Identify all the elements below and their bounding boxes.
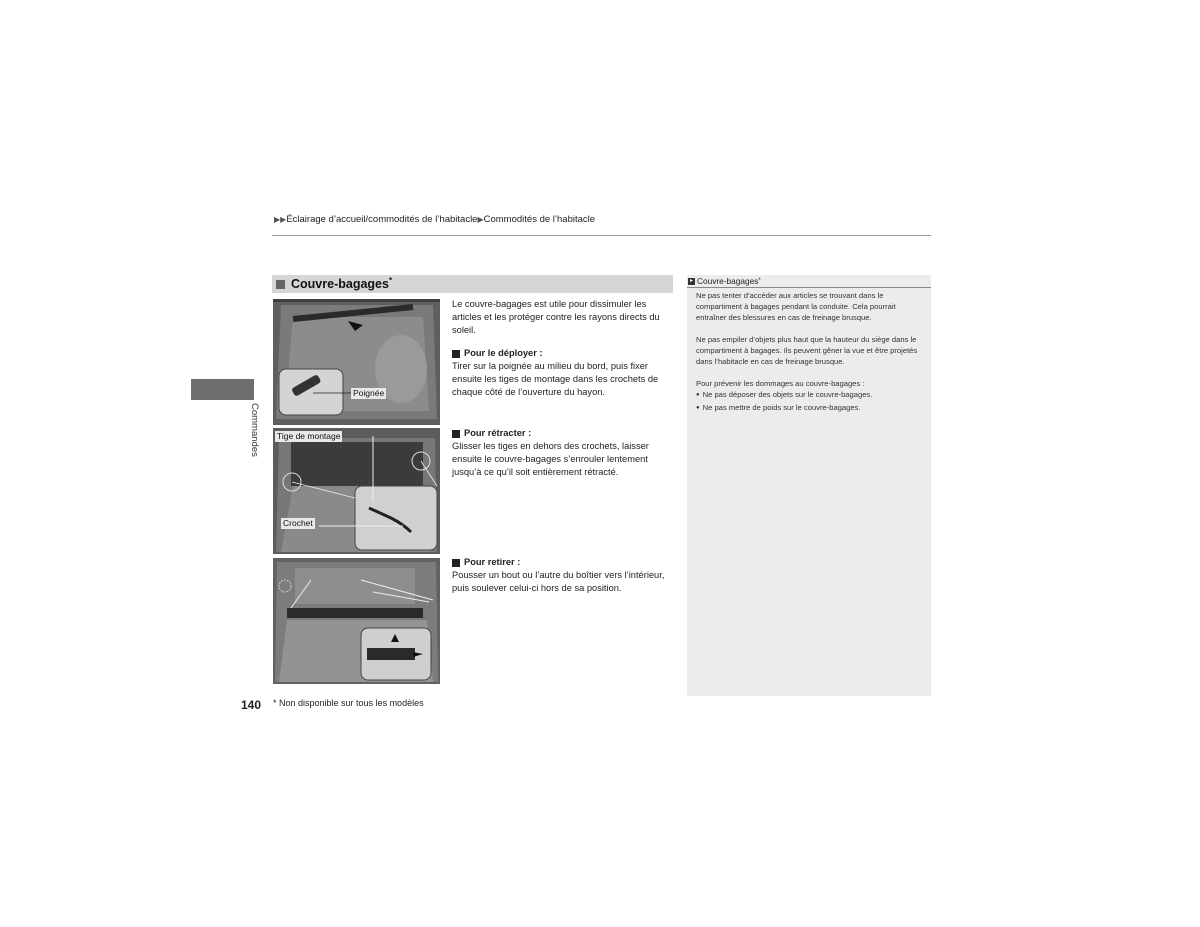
- section-square-icon: [276, 280, 285, 289]
- section-title-text: Couvre-bagages: [291, 277, 389, 292]
- figure-deploy-illustration: [273, 299, 440, 425]
- retract-text: Glisser les tiges en dehors des crochets, laisser ensuite le couvre-bagages s’enrouler lentement jusqu’à ce qu’il soit entièrement rétracté.: [452, 441, 649, 477]
- deploy-title: Pour le déployer :: [464, 348, 543, 358]
- bullet-square-icon: [452, 350, 460, 358]
- deploy-text: Tirer sur la poignée au milieu du bord, puis fixer ensuite les tiges de montage dans les crochets de chaque côté de l’ouverture du hayon.: [452, 361, 659, 397]
- section-title: [291, 276, 392, 291]
- intro-text: Le couvre-bagages est utile pour dissimuler les articles et les protéger contre les rayons directs du soleil.: [452, 299, 660, 335]
- label-mounting-rod: Tige de montage: [277, 431, 341, 441]
- list-item: ● Ne pas mettre de poids sur le couvre-bagages.: [696, 402, 926, 415]
- notes-paragraph-3: [696, 378, 926, 415]
- chapter-tab[interactable]: [191, 379, 254, 400]
- figure-deploy: [273, 299, 440, 425]
- notes-paragraph-2: Ne pas empiler d’objets plus haut que la hauteur du siège dans le compartiment à bagages. Ils peuvent gêner la vue et être projetés dans l’habitacle en cas de freinage brusque.: [696, 335, 918, 366]
- figure-remove-illustration: [273, 558, 440, 684]
- remove-title: Pour retirer :: [464, 557, 521, 567]
- bullet-square-icon: [452, 430, 460, 438]
- retract-block: [452, 427, 670, 479]
- breadcrumb-current: Commodités de l’habitacle: [483, 214, 596, 225]
- label-hook: Crochet: [283, 518, 313, 528]
- list-item: ● Ne pas déposer des objets sur le couvre-bagages.: [696, 389, 926, 402]
- figure-retract-illustration: [273, 428, 440, 554]
- notes-footnote-marker: *: [758, 278, 761, 284]
- bullet-square-icon: [452, 559, 460, 567]
- footnote: * Non disponible sur tous les modèles: [273, 698, 424, 708]
- section-footnote-marker: *: [388, 276, 393, 286]
- section-header: [272, 275, 673, 293]
- header-divider: [272, 235, 931, 236]
- remove-heading: [452, 556, 670, 569]
- breadcrumb-link-lighting[interactable]: Éclairage d’accueil/commodités de l’habitacle: [286, 214, 478, 225]
- deploy-block: [452, 347, 670, 399]
- breadcrumb-arrows-icon: ▶▶: [274, 215, 287, 224]
- retract-heading: [452, 427, 670, 440]
- retract-title: Pour rétracter :: [464, 428, 532, 438]
- reference-icon: ▸: [689, 277, 693, 284]
- remove-block: [452, 556, 670, 595]
- breadcrumb: [274, 214, 595, 225]
- page-number: 140: [241, 698, 262, 712]
- chapter-tab-label: Commandes: [249, 403, 260, 457]
- notes-header: [687, 275, 931, 288]
- notes-paragraph-3-intro: Pour prévenir les dommages au couvre-bagages :: [696, 379, 865, 388]
- breadcrumb-separator-icon: ▶: [477, 215, 484, 224]
- notes-title: Couvre-bagages: [697, 276, 759, 286]
- notes-bullet-list: [696, 389, 926, 415]
- figure-retract: [273, 428, 440, 554]
- notes-panel: [687, 275, 931, 696]
- label-handle: Poignée: [353, 388, 385, 398]
- deploy-heading: [452, 347, 670, 360]
- remove-text: Pousser un bout ou l’autre du boîtier vers l’intérieur, puis soulever celui-ci hors de sa position.: [452, 570, 665, 593]
- figure-remove: [273, 558, 440, 684]
- notes-paragraph-1: Ne pas tenter d’accéder aux articles se trouvant dans le compartiment à bagages pendant la conduite. Cela pourrait entraîner des blessures en cas de freinage brusque.: [696, 291, 896, 322]
